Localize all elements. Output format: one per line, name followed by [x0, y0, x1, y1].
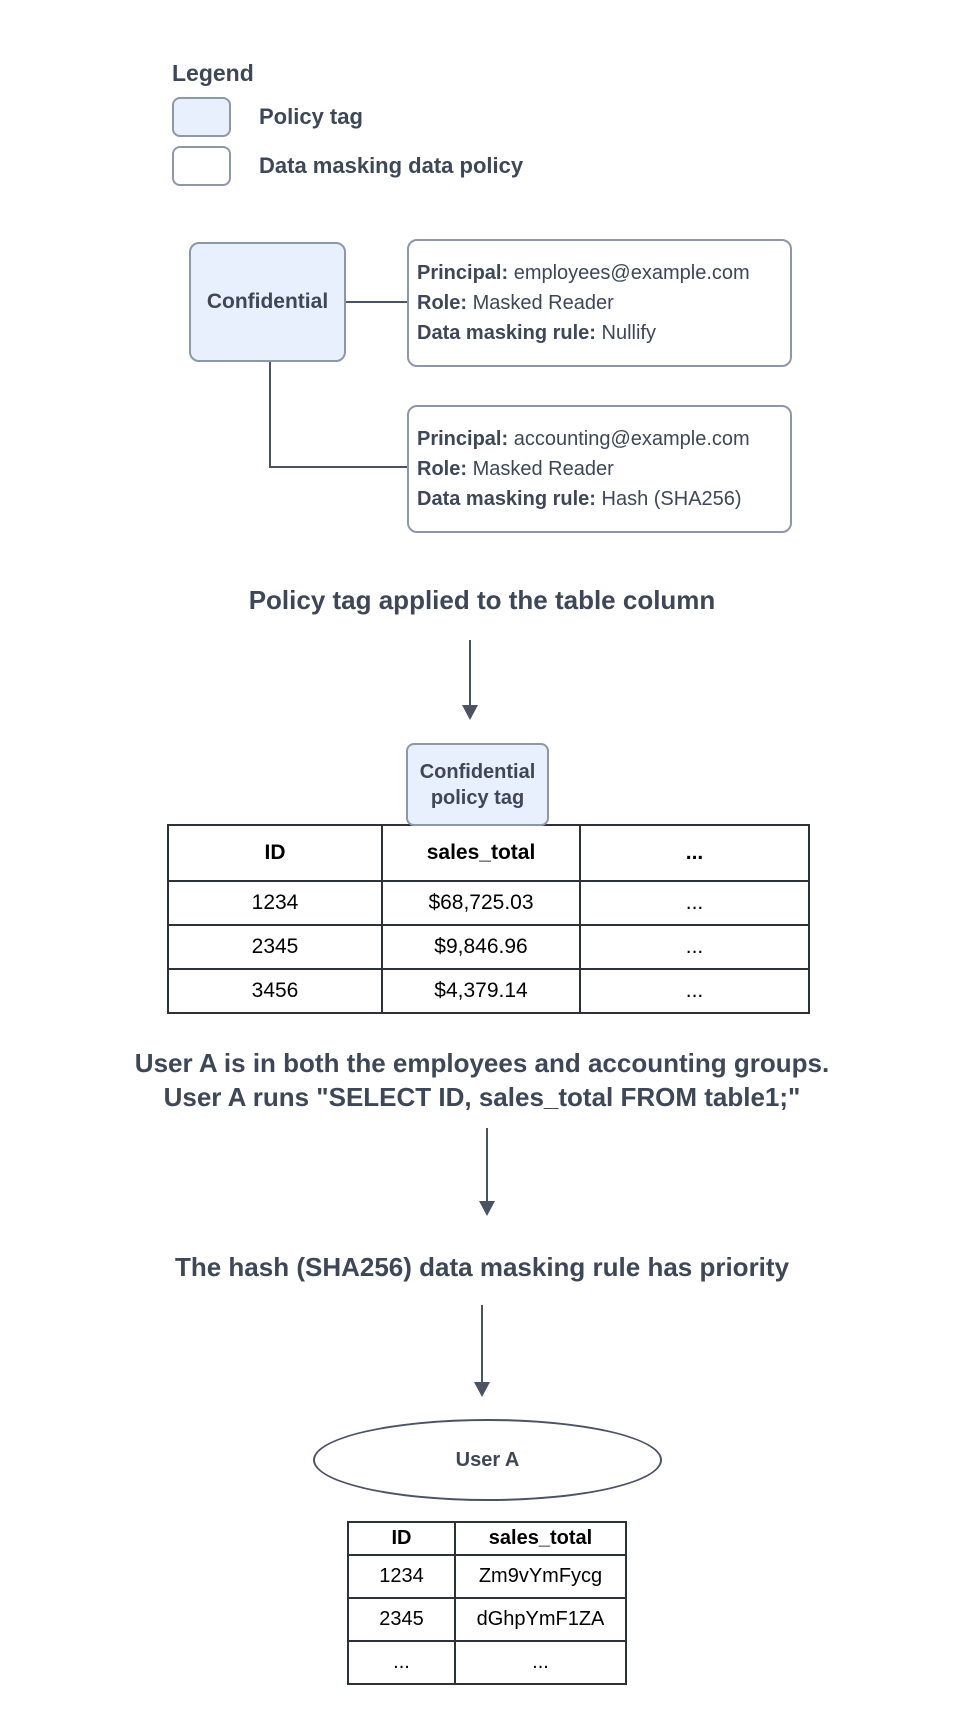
- table-cell: ...: [580, 969, 809, 1013]
- data-masking-policy-swatch: [172, 146, 231, 186]
- table-row: [348, 1598, 626, 1641]
- user-a-node: [313, 1419, 662, 1501]
- confidential-policy-tag-node: [189, 242, 346, 362]
- column-header-ellipsis: ...: [580, 825, 809, 881]
- column-header-id: ID: [348, 1522, 455, 1555]
- role-value: Masked Reader: [472, 292, 614, 314]
- role-label: Role:: [417, 458, 467, 480]
- rule-value: Nullify: [601, 322, 656, 344]
- column-header-id: ID: [168, 825, 382, 881]
- arrow-shaft: [481, 1305, 483, 1382]
- column-header-sales-total: sales_total: [455, 1522, 626, 1555]
- column-header-sales-total: sales_total: [382, 825, 580, 881]
- policy-rule-line: [417, 318, 790, 348]
- policy-role-line: [417, 454, 790, 484]
- table-cell: ...: [580, 925, 809, 969]
- masking-policy-node-accounting: [407, 405, 792, 533]
- policy-principal-line: [417, 258, 790, 288]
- caption-policy-tag-applied: Policy tag applied to the table column: [248, 585, 716, 615]
- rule-label: Data masking rule:: [417, 322, 596, 344]
- table-cell: $9,846.96: [382, 925, 580, 969]
- source-table: [167, 824, 810, 1014]
- table-cell: $4,379.14: [382, 969, 580, 1013]
- caption-user-groups-line-2: User A runs "SELECT ID, sales_total FROM table1;": [163, 1082, 801, 1112]
- principal-label: Principal:: [417, 262, 509, 284]
- table-cell: dGhpYmF1ZA: [455, 1598, 626, 1641]
- arrow-shaft: [469, 640, 471, 705]
- table-column-policy-tag-badge: [406, 743, 549, 826]
- result-table: [347, 1521, 627, 1685]
- rule-label: Data masking rule:: [417, 488, 596, 510]
- policy-rule-line: [417, 484, 790, 514]
- arrow-down-icon: [462, 640, 478, 720]
- legend-label-data-policy: Data masking data policy: [259, 153, 524, 178]
- table-cell: 3456: [168, 969, 382, 1013]
- arrow-down-icon: [474, 1305, 490, 1397]
- table-row: [168, 969, 809, 1013]
- legend-item-data-policy: [172, 146, 524, 186]
- principal-label: Principal:: [417, 428, 509, 450]
- table-cell: ...: [348, 1641, 455, 1684]
- table-cell: 1234: [168, 881, 382, 925]
- table-row: [348, 1641, 626, 1684]
- policy-principal-line: [417, 424, 790, 454]
- arrow-head: [474, 1382, 490, 1397]
- table-cell: ...: [580, 881, 809, 925]
- table-cell: ...: [455, 1641, 626, 1684]
- arrow-head: [479, 1201, 495, 1216]
- table-header-row: [168, 825, 809, 881]
- principal-value: employees@example.com: [513, 262, 750, 284]
- arrow-head: [462, 705, 478, 720]
- table-row: [168, 881, 809, 925]
- policy-role-line: [417, 288, 790, 318]
- table-cell: 2345: [168, 925, 382, 969]
- legend-item-policy-tag: [172, 97, 363, 137]
- table-cell: $68,725.03: [382, 881, 580, 925]
- role-label: Role:: [417, 292, 467, 314]
- connector-policy-tag-to-employees: [346, 301, 407, 303]
- table-row: [348, 1555, 626, 1598]
- role-value: Masked Reader: [472, 458, 614, 480]
- principal-value: accounting@example.com: [513, 428, 750, 450]
- legend-label-policy-tag: Policy tag: [259, 104, 363, 129]
- table-cell: 2345: [348, 1598, 455, 1641]
- connector-policy-tag-to-accounting: [269, 362, 407, 468]
- caption-user-groups: [0, 1046, 964, 1114]
- masking-policy-node-employees: [407, 239, 792, 367]
- table-cell: 1234: [348, 1555, 455, 1598]
- badge-line-2: policy tag: [430, 786, 525, 809]
- caption-user-groups-line-1: User A is in both the employees and accounting groups.: [134, 1048, 830, 1078]
- arrow-down-icon: [479, 1128, 495, 1216]
- user-a-label: User A: [455, 1448, 520, 1471]
- table-header-row: [348, 1522, 626, 1555]
- badge-line-1: Confidential: [419, 760, 536, 783]
- legend-title: Legend: [172, 60, 254, 86]
- rule-value: Hash (SHA256): [601, 488, 742, 510]
- table-cell: Zm9vYmFycg: [455, 1555, 626, 1598]
- arrow-shaft: [486, 1128, 488, 1201]
- confidential-policy-tag-label: Confidential: [206, 290, 329, 313]
- caption-hash-priority: The hash (SHA256) data masking rule has priority: [174, 1252, 790, 1282]
- table-row: [168, 925, 809, 969]
- policy-tag-swatch: [172, 97, 231, 137]
